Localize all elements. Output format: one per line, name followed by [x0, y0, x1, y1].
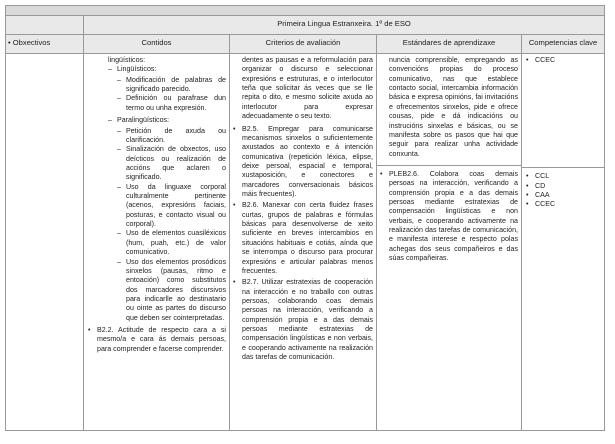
standards-divider	[377, 165, 521, 166]
competence-item: • CD	[525, 182, 601, 191]
competence-item: • CCEC	[525, 56, 601, 65]
contents-intro: lingüísticos:	[108, 56, 146, 64]
col-standards-header: Estándares de aprendizaxe	[377, 35, 522, 54]
para-heading: – Paralingüísticos: – Petición de axuda ou clarificación. – Sinalización de obxectos, uso deícticos ou realización de accións que aclaren o significado. – Uso da linguaxe corporal culturalmente pertinente (acenos, expresións faciais, posturas, e contacto visual ou corporal). – Uso de elementos cuasiléxicos (hum, puah, etc.) de valor comunicativo. – Uso dos elementos prosódicos sinxelos (pausas, ritmo e entoación) como substitutos dos marcadores discursivos para indicarlle ao destinatario ou ointe as partes do discurso que deben ser cointerpretadas.	[108, 116, 226, 323]
competence-item: • CCEC	[525, 200, 601, 209]
criterion-b2-6: • B2.6. Manexar con certa fluidez frases curtas, grupos de palabras e fórmulas básicas para desenvolverse de xeito suficiente en breves intercambios en situacións habituais e cotiás, aínda que se interrompa o discurso para procurar expresións e articular palabras menos frecuentes.	[233, 201, 373, 276]
column-headers	[6, 35, 605, 54]
competences-divider	[522, 167, 604, 168]
standards-intro: nuncia comprensible, empregando as convencións propias do proceso comunicativo, nas que establece contacto social, intercambia información básica e expresa opinións, fai invitacións e ofrecementos sinxelos, pide e ofrece cousas, pide e dá indicacións ou instrucións sinxelas e básicas, ou se manifesta sobre os pasos que hai que seguir para realizar unha actividade conxunta.	[389, 56, 518, 158]
criteria-intro: dentes as pausas e a reformulación para organizar o discurso e seleccionar expresións e estruturas, e o interlocutor teña que solicitar ás veces que se lle repita o dito, e mesmo solicite axuda ao interlocutor para expresar adecuadamente o seu texto.	[242, 56, 373, 121]
title-row	[6, 16, 605, 35]
ling-heading: – Lingüísticos: – Modificación de palabras de significado parecido. – Definición ou parafrase dun termo ou unha expresión.	[108, 65, 226, 113]
list-item: – Definición ou parafrase dun termo ou unha expresión.	[117, 94, 226, 113]
competence-item: • CCL	[525, 172, 601, 181]
header-band	[6, 6, 605, 16]
list-item: – Uso dos elementos prosódicos sinxelos (pausas, ritmo e entoación) como substitutos dos marcadores discursivos para indicarlle ao destinatario ou ointe as partes do discurso que deben ser cointerpretadas.	[117, 258, 226, 324]
curriculum-page	[5, 5, 610, 431]
contents-cell	[84, 54, 230, 431]
col-competences-header: Competencias clave	[522, 35, 605, 54]
criteria-cell	[230, 54, 377, 431]
criterion-b2-5: • B2.5. Empregar para comunicarse mecanismos sinxelos o suficientemente axustados ao contexto e á intención comunicativa (repetición léxica, elipse, deixe persoal, espacial e temporal, xustaposición, e conectores e marcadores conversacionais básicos máis frecuentes).	[233, 125, 373, 200]
standard-pleb2-6: • PLEB2.6. Colabora coas demais persoas na interacción, verificando a comprensión propia e a das demais persoas mediante estratexias de compensación lingüísticas e non verbais, e cooperando activamente na realización das tarefas de comunicación, e manifesta interese e respecto polas achegas dos seus compañeiros e das súas compañeiras.	[380, 170, 518, 264]
competences-cell	[522, 54, 605, 431]
competence-item: • CAA	[525, 191, 601, 200]
list-item: – Modificación de palabras de significado parecido.	[117, 76, 226, 95]
col-contents-header: Contidos	[84, 35, 230, 54]
col-criteria-header: Criterios de avaliación	[230, 35, 377, 54]
objectives-cell	[6, 54, 84, 431]
list-item: – Uso de elementos cuasiléxicos (hum, puah, etc.) de valor comunicativo.	[117, 229, 226, 257]
list-item: – Uso da linguaxe corporal culturalmente pertinente (acenos, expresións faciais, posturas, e contacto visual ou corporal).	[117, 183, 226, 230]
table-title: Primeira Lingua Estranxeira. 1º de ESO	[84, 16, 605, 35]
curriculum-table	[5, 5, 605, 431]
list-item: – Petición de axuda ou clarificación.	[117, 127, 226, 146]
list-item: – Sinalización de obxectos, uso deícticos ou realización de accións que aclaren o significado.	[117, 145, 226, 182]
standards-cell	[377, 54, 522, 431]
criterion-b2-7: • B2.7. Utilizar estratexias de cooperación na interacción e no traballo con outras persoas, colaborando coas demais persoas na interacción, verificando a comprensión propia e a das demais persoas mediante estratexias de compensación lingüísticas e non verbais, e cooperando activamente na realización das tarefas de comunicación.	[233, 278, 373, 362]
content-row	[6, 54, 605, 431]
content-b2-2: • B2.2. Actitude de respecto cara a si mesmo/a e cara ás demais persoas, para comprender e facerse comprender.	[88, 326, 226, 354]
col-objectives-header: • Obxectivos	[6, 35, 84, 54]
